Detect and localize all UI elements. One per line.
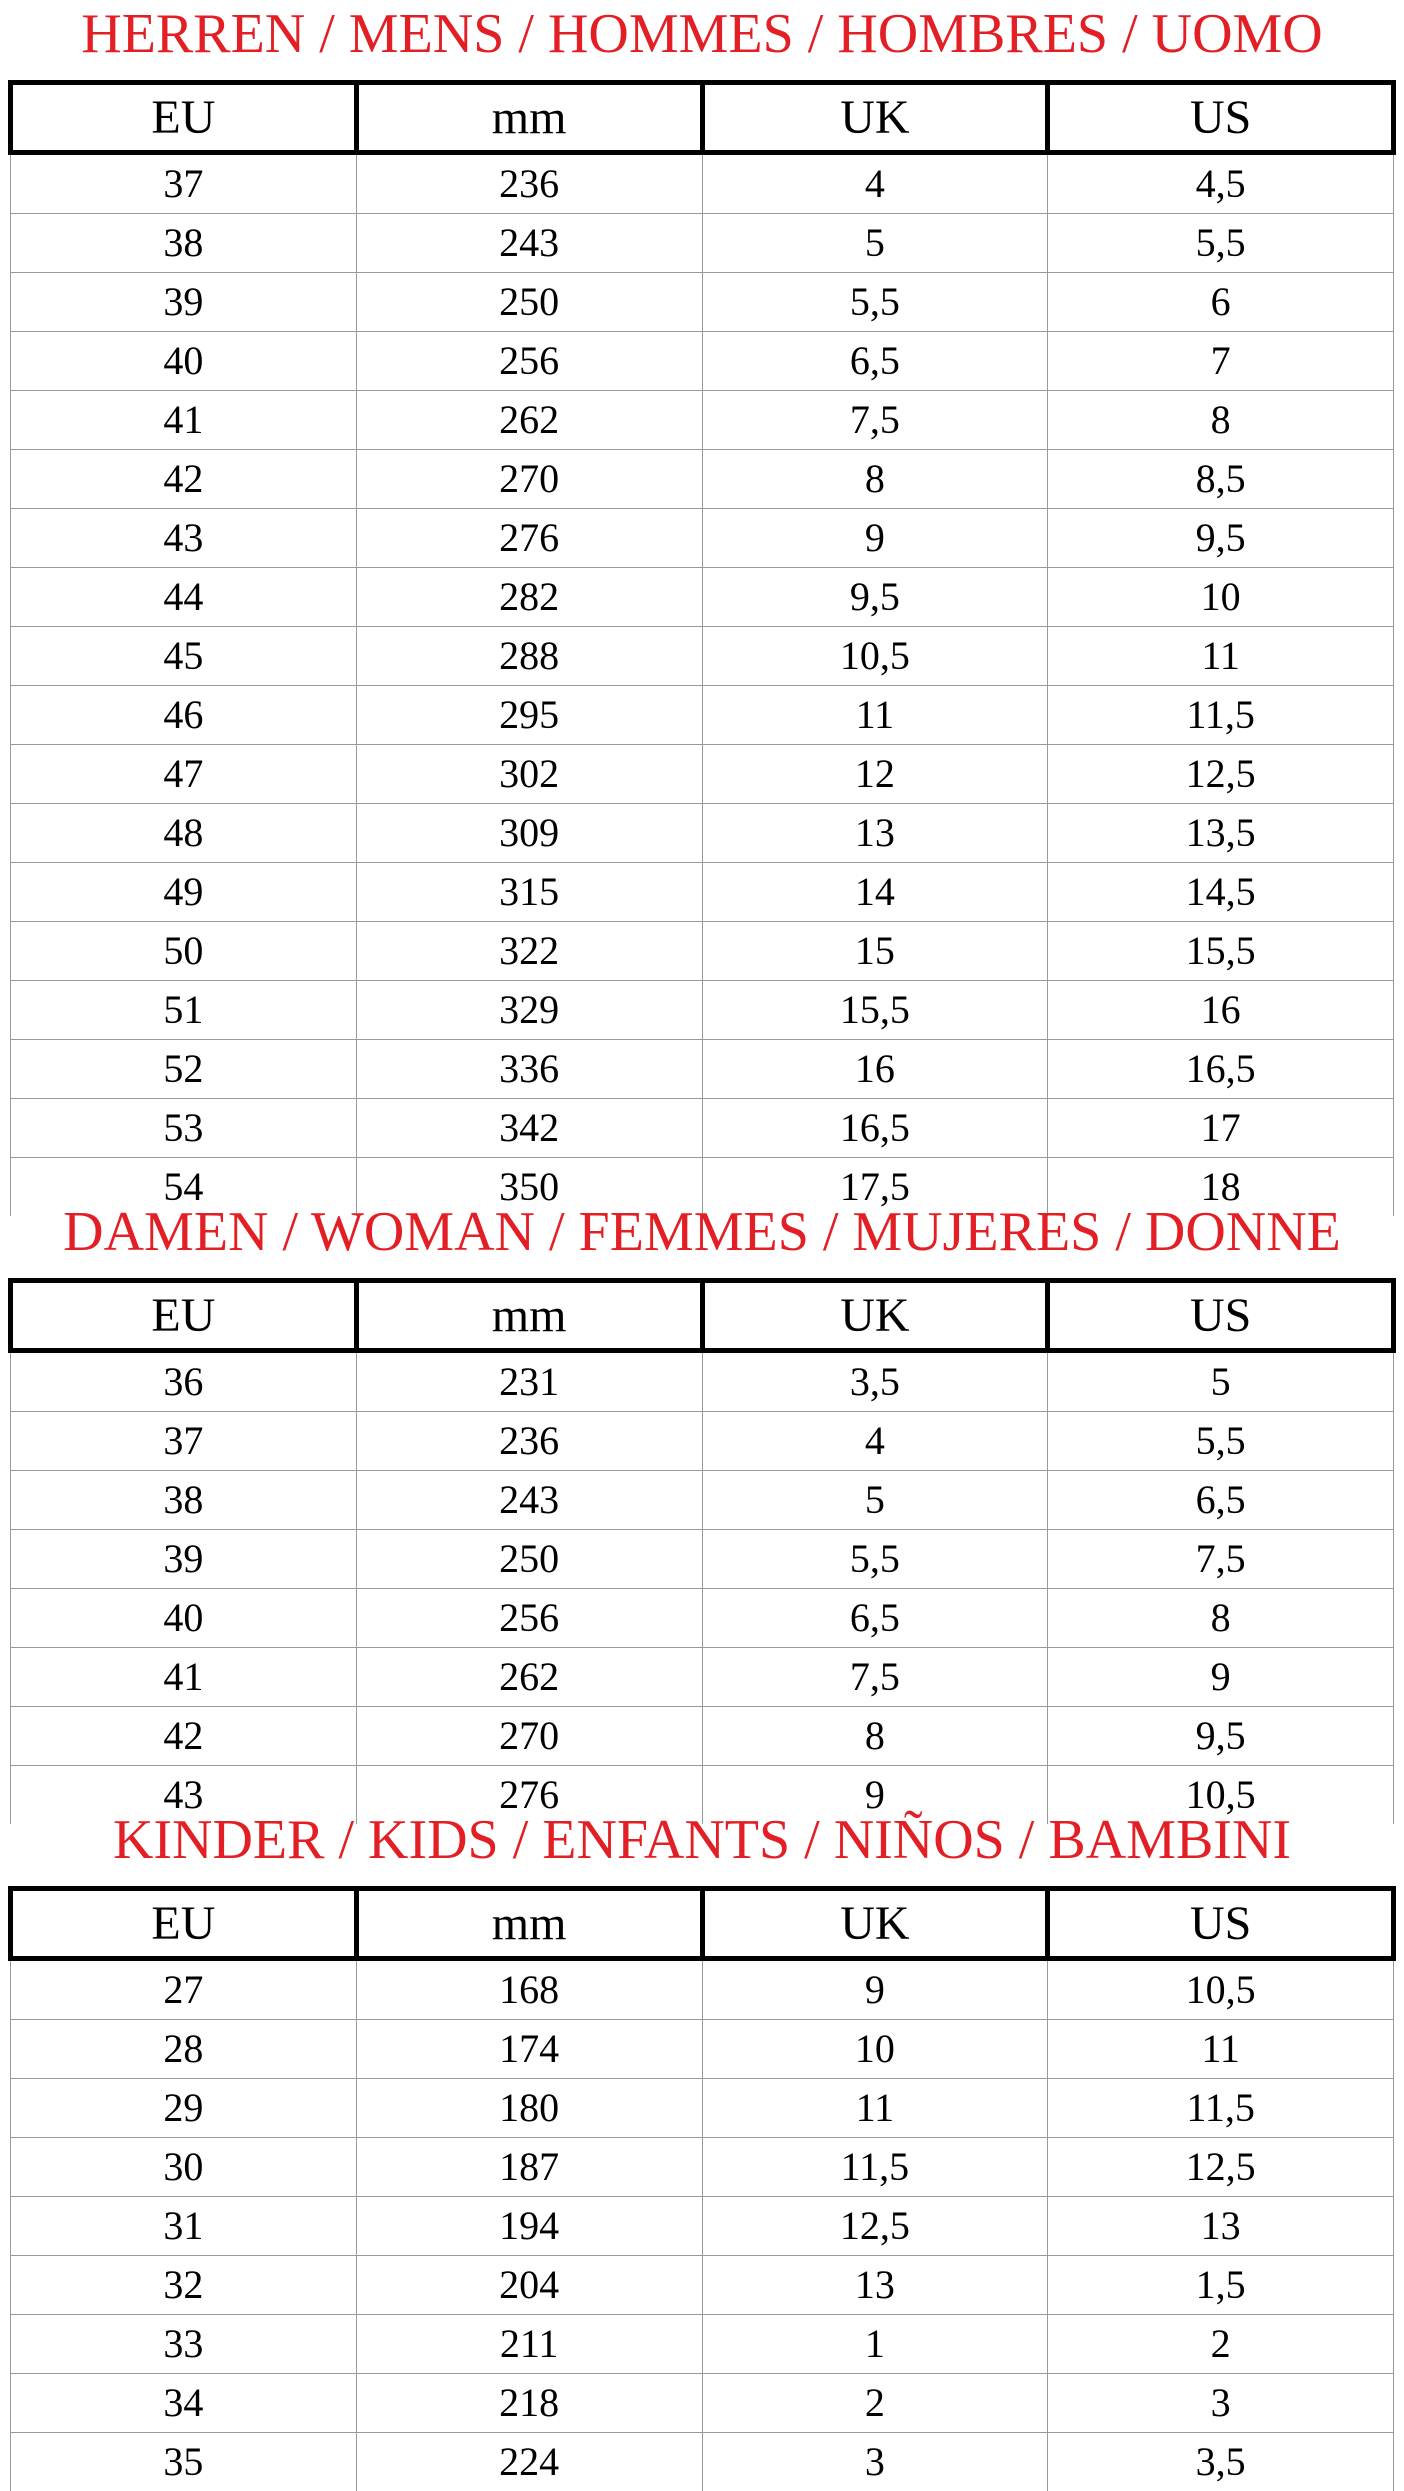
cell-us: 3 — [1048, 2374, 1394, 2433]
cell-uk: 1 — [702, 2315, 1048, 2374]
cell-uk: 7,5 — [702, 391, 1048, 450]
header-mm: mm — [356, 1281, 702, 1351]
cell-us: 12,5 — [1048, 2138, 1394, 2197]
cell-mm: 270 — [356, 1707, 702, 1766]
cell-mm: 302 — [356, 745, 702, 804]
header-us: US — [1048, 1281, 1394, 1351]
table-row — [11, 922, 1394, 981]
cell-us: 11,5 — [1048, 2079, 1394, 2138]
cell-eu: 28 — [11, 2020, 357, 2079]
cell-uk: 16 — [702, 1040, 1048, 1099]
cell-us: 11 — [1048, 627, 1394, 686]
cell-us: 6,5 — [1048, 1471, 1394, 1530]
header-eu: EU — [11, 83, 357, 153]
table-row — [11, 2020, 1394, 2079]
cell-eu: 27 — [11, 1959, 357, 2020]
cell-uk: 9 — [702, 1959, 1048, 2020]
cell-uk: 4 — [702, 153, 1048, 214]
cell-eu: 39 — [11, 1530, 357, 1589]
cell-uk: 13 — [702, 804, 1048, 863]
cell-uk: 9 — [702, 509, 1048, 568]
cell-uk: 9 — [702, 1766, 1048, 1825]
kids-section-title: KINDER / KIDS / ENFANTS / NIÑOS / BAMBINI — [0, 1808, 1404, 1872]
table-row — [11, 2256, 1394, 2315]
cell-uk: 16,5 — [702, 1099, 1048, 1158]
cell-uk: 6,5 — [702, 1589, 1048, 1648]
cell-uk: 11 — [702, 686, 1048, 745]
cell-mm: 350 — [356, 1158, 702, 1217]
cell-uk: 4 — [702, 1412, 1048, 1471]
cell-eu: 42 — [11, 450, 357, 509]
cell-mm: 204 — [356, 2256, 702, 2315]
table-row — [11, 332, 1394, 391]
cell-us: 13 — [1048, 2197, 1394, 2256]
cell-eu: 54 — [11, 1158, 357, 1217]
table-row — [11, 2079, 1394, 2138]
table-row — [11, 450, 1394, 509]
header-uk: UK — [702, 83, 1048, 153]
cell-us: 8,5 — [1048, 450, 1394, 509]
cell-uk: 10 — [702, 2020, 1048, 2079]
cell-mm: 231 — [356, 1351, 702, 1412]
table-row — [11, 1412, 1394, 1471]
cell-mm: 250 — [356, 1530, 702, 1589]
table-row — [11, 2433, 1394, 2491]
mens-section-title: HERREN / MENS / HOMMES / HOMBRES / UOMO — [0, 2, 1404, 66]
cell-mm: 218 — [356, 2374, 702, 2433]
cell-uk: 5 — [702, 214, 1048, 273]
cell-eu: 37 — [11, 153, 357, 214]
cell-us: 8 — [1048, 1589, 1394, 1648]
cell-us: 3,5 — [1048, 2433, 1394, 2491]
cell-mm: 282 — [356, 568, 702, 627]
table-row — [11, 153, 1394, 214]
cell-eu: 51 — [11, 981, 357, 1040]
cell-mm: 174 — [356, 2020, 702, 2079]
table-row — [11, 2138, 1394, 2197]
cell-mm: 256 — [356, 332, 702, 391]
cell-uk: 3 — [702, 2433, 1048, 2491]
cell-mm: 168 — [356, 1959, 702, 2020]
table-row — [11, 1099, 1394, 1158]
header-mm: mm — [356, 83, 702, 153]
cell-uk: 2 — [702, 2374, 1048, 2433]
cell-uk: 15,5 — [702, 981, 1048, 1040]
cell-eu: 38 — [11, 1471, 357, 1530]
table-header-row — [11, 1281, 1394, 1351]
cell-mm: 336 — [356, 1040, 702, 1099]
cell-mm: 329 — [356, 981, 702, 1040]
cell-eu: 43 — [11, 1766, 357, 1825]
cell-mm: 276 — [356, 509, 702, 568]
womens-section-title: DAMEN / WOMAN / FEMMES / MUJERES / DONNE — [0, 1200, 1404, 1264]
cell-eu: 45 — [11, 627, 357, 686]
cell-us: 4,5 — [1048, 153, 1394, 214]
cell-eu: 41 — [11, 1648, 357, 1707]
cell-uk: 12 — [702, 745, 1048, 804]
cell-eu: 50 — [11, 922, 357, 981]
table-row — [11, 1707, 1394, 1766]
cell-eu: 30 — [11, 2138, 357, 2197]
cell-us: 5,5 — [1048, 214, 1394, 273]
cell-mm: 250 — [356, 273, 702, 332]
cell-uk: 5 — [702, 1471, 1048, 1530]
cell-mm: 309 — [356, 804, 702, 863]
cell-mm: 236 — [356, 153, 702, 214]
cell-eu: 47 — [11, 745, 357, 804]
cell-uk: 9,5 — [702, 568, 1048, 627]
cell-us: 9,5 — [1048, 509, 1394, 568]
cell-mm: 243 — [356, 1471, 702, 1530]
cell-mm: 276 — [356, 1766, 702, 1825]
cell-us: 16,5 — [1048, 1040, 1394, 1099]
cell-eu: 34 — [11, 2374, 357, 2433]
cell-uk: 8 — [702, 450, 1048, 509]
cell-mm: 194 — [356, 2197, 702, 2256]
cell-us: 5 — [1048, 1351, 1394, 1412]
cell-eu: 29 — [11, 2079, 357, 2138]
cell-uk: 7,5 — [702, 1648, 1048, 1707]
mens-table-body — [11, 153, 1394, 1217]
cell-mm: 322 — [356, 922, 702, 981]
table-header-row — [11, 83, 1394, 153]
cell-mm: 288 — [356, 627, 702, 686]
cell-uk: 14 — [702, 863, 1048, 922]
table-row — [11, 627, 1394, 686]
cell-us: 5,5 — [1048, 1412, 1394, 1471]
cell-us: 9,5 — [1048, 1707, 1394, 1766]
table-row — [11, 1471, 1394, 1530]
cell-mm: 270 — [356, 450, 702, 509]
cell-mm: 315 — [356, 863, 702, 922]
header-eu: EU — [11, 1889, 357, 1959]
cell-us: 17 — [1048, 1099, 1394, 1158]
cell-uk: 6,5 — [702, 332, 1048, 391]
header-us: US — [1048, 83, 1394, 153]
cell-us: 8 — [1048, 391, 1394, 450]
cell-eu: 52 — [11, 1040, 357, 1099]
header-us: US — [1048, 1889, 1394, 1959]
cell-eu: 44 — [11, 568, 357, 627]
header-uk: UK — [702, 1889, 1048, 1959]
kids-table-body — [11, 1959, 1394, 2491]
cell-uk: 15 — [702, 922, 1048, 981]
cell-mm: 295 — [356, 686, 702, 745]
cell-eu: 48 — [11, 804, 357, 863]
cell-uk: 11 — [702, 2079, 1048, 2138]
cell-eu: 40 — [11, 1589, 357, 1648]
cell-uk: 10,5 — [702, 627, 1048, 686]
cell-uk: 8 — [702, 1707, 1048, 1766]
cell-mm: 243 — [356, 214, 702, 273]
cell-eu: 41 — [11, 391, 357, 450]
cell-mm: 224 — [356, 2433, 702, 2491]
cell-us: 7,5 — [1048, 1530, 1394, 1589]
cell-us: 16 — [1048, 981, 1394, 1040]
kids-size-table — [8, 1886, 1396, 2491]
cell-uk: 5,5 — [702, 273, 1048, 332]
womens-table-body — [11, 1351, 1394, 1825]
cell-mm: 262 — [356, 391, 702, 450]
mens-size-table — [8, 80, 1396, 1216]
cell-us: 11,5 — [1048, 686, 1394, 745]
cell-us: 9 — [1048, 1648, 1394, 1707]
header-eu: EU — [11, 1281, 357, 1351]
cell-us: 1,5 — [1048, 2256, 1394, 2315]
table-row — [11, 391, 1394, 450]
cell-eu: 39 — [11, 273, 357, 332]
cell-mm: 187 — [356, 2138, 702, 2197]
cell-uk: 5,5 — [702, 1530, 1048, 1589]
cell-us: 13,5 — [1048, 804, 1394, 863]
table-row — [11, 1530, 1394, 1589]
table-row — [11, 1648, 1394, 1707]
cell-us: 6 — [1048, 273, 1394, 332]
cell-eu: 49 — [11, 863, 357, 922]
cell-us: 2 — [1048, 2315, 1394, 2374]
cell-uk: 13 — [702, 2256, 1048, 2315]
cell-us: 18 — [1048, 1158, 1394, 1217]
cell-eu: 31 — [11, 2197, 357, 2256]
table-row — [11, 1351, 1394, 1412]
cell-eu: 46 — [11, 686, 357, 745]
cell-eu: 42 — [11, 1707, 357, 1766]
cell-eu: 33 — [11, 2315, 357, 2374]
table-row — [11, 273, 1394, 332]
table-header-row — [11, 1889, 1394, 1959]
table-row — [11, 745, 1394, 804]
table-row — [11, 1040, 1394, 1099]
table-row — [11, 2374, 1394, 2433]
cell-eu: 32 — [11, 2256, 357, 2315]
cell-us: 10,5 — [1048, 1766, 1394, 1825]
table-row — [11, 1959, 1394, 2020]
cell-mm: 262 — [356, 1648, 702, 1707]
cell-us: 12,5 — [1048, 745, 1394, 804]
cell-mm: 342 — [356, 1099, 702, 1158]
cell-us: 7 — [1048, 332, 1394, 391]
cell-mm: 236 — [356, 1412, 702, 1471]
cell-uk: 17,5 — [702, 1158, 1048, 1217]
cell-mm: 256 — [356, 1589, 702, 1648]
cell-us: 14,5 — [1048, 863, 1394, 922]
cell-uk: 12,5 — [702, 2197, 1048, 2256]
cell-us: 15,5 — [1048, 922, 1394, 981]
table-row — [11, 2315, 1394, 2374]
cell-eu: 53 — [11, 1099, 357, 1158]
cell-mm: 211 — [356, 2315, 702, 2374]
table-row — [11, 686, 1394, 745]
table-row — [11, 214, 1394, 273]
header-uk: UK — [702, 1281, 1048, 1351]
cell-eu: 40 — [11, 332, 357, 391]
cell-uk: 3,5 — [702, 1351, 1048, 1412]
table-row — [11, 863, 1394, 922]
cell-uk: 11,5 — [702, 2138, 1048, 2197]
table-row — [11, 2197, 1394, 2256]
cell-eu: 38 — [11, 214, 357, 273]
cell-us: 10,5 — [1048, 1959, 1394, 2020]
table-row — [11, 509, 1394, 568]
table-row — [11, 981, 1394, 1040]
cell-eu: 35 — [11, 2433, 357, 2491]
table-row — [11, 804, 1394, 863]
cell-us: 11 — [1048, 2020, 1394, 2079]
womens-size-table — [8, 1278, 1396, 1824]
header-mm: mm — [356, 1889, 702, 1959]
table-row — [11, 1589, 1394, 1648]
table-row — [11, 568, 1394, 627]
cell-eu: 37 — [11, 1412, 357, 1471]
cell-us: 10 — [1048, 568, 1394, 627]
cell-eu: 43 — [11, 509, 357, 568]
cell-eu: 36 — [11, 1351, 357, 1412]
cell-mm: 180 — [356, 2079, 702, 2138]
